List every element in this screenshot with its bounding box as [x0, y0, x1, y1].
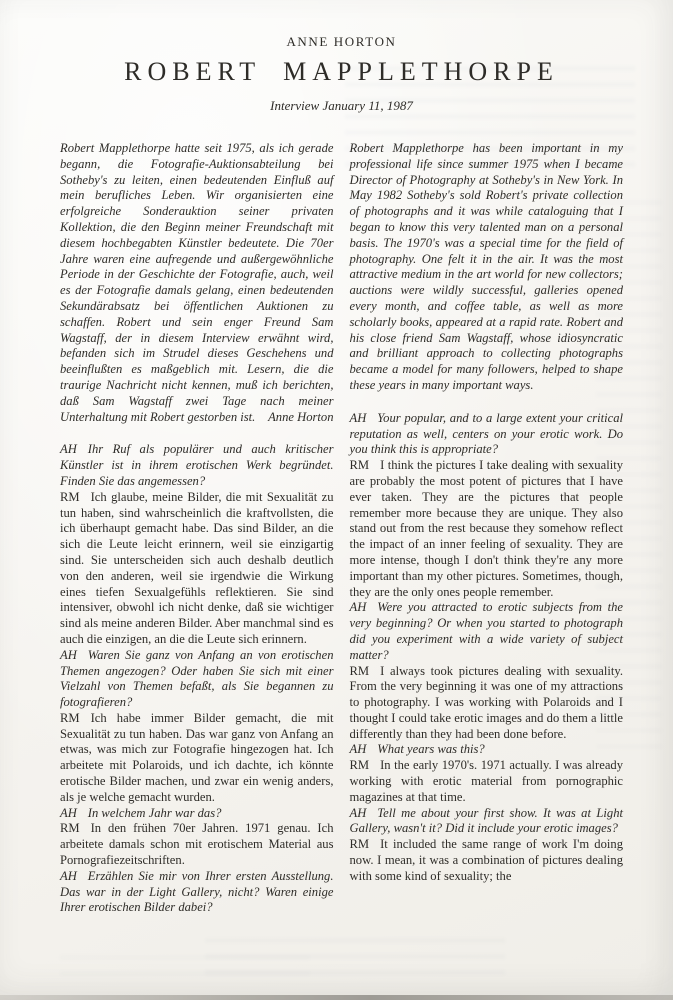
question-item: [60, 648, 334, 711]
speaker-label: RM: [349, 458, 370, 473]
speaker-label: AH: [60, 805, 77, 820]
speaker-label: AH: [349, 742, 367, 757]
speaker-label: RM: [60, 710, 80, 725]
two-column-text-block: [60, 141, 623, 916]
speaker-label: AH: [60, 868, 77, 883]
question-item: [350, 600, 624, 663]
column-german: [60, 141, 334, 916]
question-item: [350, 411, 624, 458]
speaker-label: AH: [60, 647, 77, 662]
question-item: [60, 806, 334, 822]
page-header: [60, 34, 623, 114]
speaker-label: RM: [60, 489, 80, 504]
speaker-label: RM: [60, 821, 80, 836]
answer-item: [60, 490, 334, 648]
speaker-label: AH: [60, 442, 77, 457]
intro-signature: Anne Horton: [268, 409, 334, 424]
answer-item: [60, 711, 334, 806]
show-through-smudge: [60, 955, 310, 985]
answer-text: Ich glaube, meine Bilder, die mit Sexualität zu tun haben, sind wahrscheinlich die kraftvollsten, die ich überhaupt gemacht habe. Das sind Bilder, an die sich die Leute leicht erinnern, weil sie einzigartig sind. Sie unterscheiden sich auch deshalb deutlich von den anderen, weil sie irgendwie die Wirkung eines tiefen Sexualgefühls reflektieren. Sie sind intensiver, obwohl ich nicht denke, daß sie wichtiger sind als meine anderen Bilder. Aber manchmal sind es auch die einzigen, an die die Leute sich erinnern.: [60, 489, 334, 646]
speaker-label: RM: [349, 837, 370, 852]
intro-paragraph-german: [60, 141, 334, 425]
speaker-label: AH: [349, 805, 367, 820]
answer-text: In den frühen 70er Jahren. 1971 genau. Ich arbeitete damals schon mit erotischem Material aus Pornografiezeitschriften.: [60, 821, 334, 868]
answer-text: I always took pictures dealing with sexuality. From the very beginning it was one of my attractions to photography. I was working with Polaroids and I thought I could take erotic images and do them a little differently than they had been done before.: [349, 663, 623, 741]
question-text: In welchem Jahr war das?: [87, 805, 222, 820]
qa-section-english: [350, 411, 624, 885]
column-english: [350, 141, 624, 916]
page-edge-shadow: [0, 995, 673, 1000]
answer-item: [350, 458, 624, 600]
question-item: [60, 442, 334, 489]
answer-item: [350, 837, 624, 884]
answer-text: I think the pictures I take dealing with sexuality are probably the most potent of pictures that I have ever taken. They are the pictures that people remember more because they are unique. They also stand out from the rest because they somehow reflect the impact of an inner feeling of sexuality. They are more intense, though I don't think they're any more important than my other pictures. Sometimes, though, they are the only ones people remember.: [349, 458, 623, 599]
question-text: What years was this?: [377, 742, 485, 757]
question-text: Erzählen Sie mir von Ihrer ersten Ausstellung. Das war in der Light Gallery, nicht? Waren einige Ihrer erotischen Bilder dabei?: [60, 868, 334, 915]
question-item: [60, 869, 334, 916]
answer-text: It included the same range of work I'm doing now. I mean, it was a combination of pictures dealing with some kind of sexuality; the: [349, 837, 623, 883]
intro-text-german: Robert Mapplethorpe hatte seit 1975, als ich gerade begann, die Fotografie-Auktionsabteilung bei Sotheby's zu leiten, einen bedeutenden Einfluß auf mein berufliches Leben. Wir organisierten eine erfolgreiche Sonderauktion seiner privaten Kollektion, die den Beginn meiner Freundschaft mit diesem hochbegabten Künstler bedeutete. Die 70er Jahre waren eine aufregende und außergewöhnliche Periode in der Geschichte der Fotografie, auch, weil es der Fotografie damals gelang, einen bedeutenden Sekundärabsatz bei öffentlichen Auktionen zu schaffen. Robert und sein enger Freund Sam Wagstaff, der in diesem Interview erwähnt wird, befanden sich im Strudel dieses Geschehens und beeinflußten es maßgeblich mit. Lesern, die die traurige Nachricht nicht kennen, muß ich berichten, daß Sam Wagstaff zwei Tage nach meiner Unterhaltung mit Robert gestorben ist.: [60, 141, 334, 424]
question-text: Were you attracted to erotic subjects from the very beginning? Or when you started to photograph did you experiment with a wide variety of subject matter?: [349, 600, 623, 662]
answer-item: [350, 664, 624, 743]
question-item: [350, 806, 624, 838]
qa-section-german: [60, 442, 334, 916]
question-text: Waren Sie ganz von Anfang an von erotischen Themen angezogen? Oder haben Sie sich mit einer Vielzahl von Themen befaßt, als Sie begannen zu fotografieren?: [60, 647, 334, 710]
question-text: Ihr Ruf als populärer und auch kritischer Künstler ist in ihrem erotischen Werk begründet. Finden Sie das angemessen?: [60, 442, 334, 488]
answer-item: [350, 758, 624, 805]
question-text: Your popular, and to a large extent your critical reputation as well, centers on your erotic work. Do you think this is appropriate?: [349, 410, 623, 457]
answer-item: [60, 821, 334, 868]
interview-date-subtitle: Interview January 11, 1987: [270, 98, 413, 113]
intro-paragraph-english: [350, 141, 624, 394]
speaker-label: RM: [349, 758, 370, 773]
question-text: Tell me about your first show. It was at Light Gallery, wasn't it? Did it include your erotic images?: [349, 805, 623, 836]
speaker-label: AH: [349, 410, 367, 425]
answer-text: Ich habe immer Bilder gemacht, die mit Sexualität zu tun haben. Das war ganz von Anfang an etwas, was mich zur Fotografie hingezogen hat. Ich arbeitete mit Polaroids, und ich dachte, ich könnte erotische Bilder machen, und zwar ein wenig anders, als je welche gemacht wurden.: [60, 710, 334, 804]
answer-text: In the early 1970's. 1971 actually. I was already working with erotic material from pornographic magazines at that time.: [349, 758, 623, 804]
speaker-label: RM: [349, 663, 370, 678]
question-item: [350, 742, 624, 758]
page-title: ROBERT MAPPLETHORPE: [124, 57, 559, 86]
intro-text-english: Robert Mapplethorpe has been important in my professional life since summer 1975 when I became Director of Photography at Sotheby's in New York. In May 1982 Sotheby's sold Robert's private collection of photographs and it was while cataloguing that I began to know this very talented man on a personal basis. The 1970's was a special time for the field of photography. One felt it in the air. It was the most attractive medium in the art world for new collectors; auctions were wildly successful, galleries opened every month, and coffee table, as well as more scholarly books, appeared at a rapid rate. Robert and his close friend Sam Wagstaff, whose idiosyncratic and brilliant approach to collecting photographs became a model for many followers, helped to shape these years in many important ways.: [349, 141, 623, 392]
speaker-label: AH: [349, 600, 367, 615]
author-name: ANNE HORTON: [286, 34, 397, 49]
show-through-smudge: [205, 938, 505, 978]
